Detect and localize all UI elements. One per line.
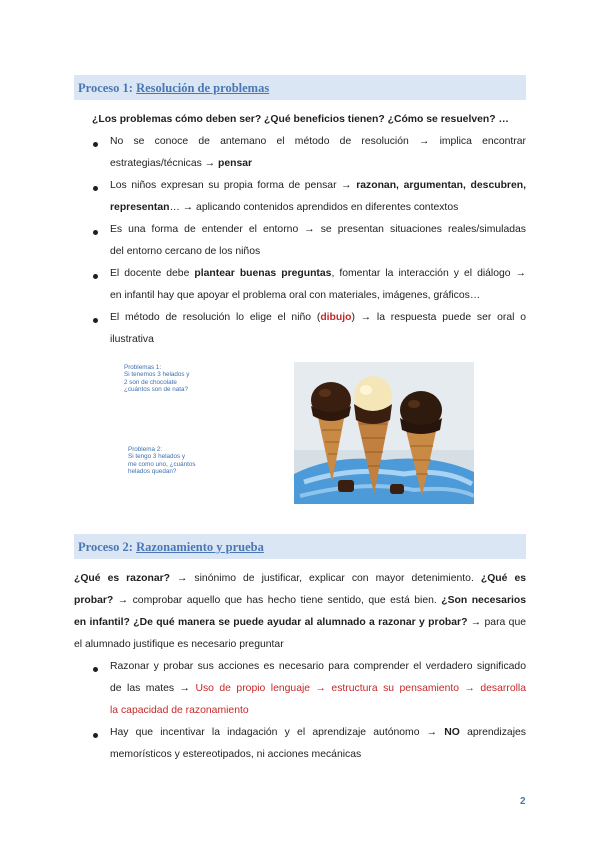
bullet-dot — [93, 186, 98, 191]
section-1-prefix: Proceso 1: — [78, 81, 137, 95]
s2-bullet-1-line-3: la capacidad de razonamiento — [110, 705, 249, 716]
s2-para-line-2: probar? → comprobar aquello que has hecho tiene sentido, que está bien. ¿Son necesarios — [74, 595, 527, 606]
ice-cream-figure — [114, 362, 526, 504]
section-1-question: ¿Los problemas cómo deben ser? ¿Qué beneficios tienen? ¿Cómo se resuelven? … — [92, 114, 509, 125]
page-number: 2 — [520, 796, 526, 807]
bullet-dot — [93, 318, 98, 323]
section-2-prefix: Proceso 2: — [78, 540, 137, 554]
s1-bullet-2-line-1: Los niños expresan su propia forma de pensar → razonan, argumentan, descubren, — [110, 180, 526, 191]
s2-para-line-4: el alumnado justifique es necesario preguntar — [74, 639, 284, 650]
ice-cream-photo — [294, 362, 474, 504]
s2-para-line-3: en infantil? ¿De qué manera se puede ayudar al alumnado a razonar y probar? → para que — [74, 617, 527, 628]
s1-bullet-1-line-1: No se conoce de antemano el método de resolución → implica encontrar — [110, 136, 526, 147]
section-1-header — [74, 75, 526, 100]
s1-bullet-4-line-1: El docente debe plantear buenas preguntas, fomentar la interacción y el diálogo → — [110, 268, 526, 279]
section-2-header — [74, 534, 526, 559]
s1-bullet-3-line-2: del entorno cercano de los niños — [110, 246, 261, 257]
bullet-dot — [93, 230, 98, 235]
s2-bullet-1-line-2: de las mates → Uso de propio lenguaje → estructura su pensamiento → desarrolla — [110, 683, 526, 694]
s1-bullet-5-line-1: El método de resolución lo elige el niño (dibujo) → la respuesta puede ser oral o — [110, 312, 526, 323]
s2-bullet-2-line-1: Hay que incentivar la indagación y el aprendizaje autónomo → NO aprendizajes — [110, 727, 526, 738]
s2-bullet-2-line-2: memorísticos y estereotipados, ni acciones mecánicas — [110, 749, 362, 760]
ice-cream-illustration — [294, 362, 474, 504]
problem-2-annotation: Problema 2: Si tengo 3 helados y me como uno, ¿cuántos helados quedan? — [128, 446, 196, 476]
section-1-title: Resolución de problemas — [136, 81, 270, 95]
bullet-dot — [93, 142, 98, 147]
s1-bullet-1-line-2: estrategias/técnicas → pensar — [110, 158, 253, 169]
bullet-dot — [93, 274, 98, 279]
bullet-dot — [93, 667, 98, 672]
s1-bullet-5-line-2: ilustrativa — [110, 334, 154, 345]
s1-bullet-4-line-2: en infantil hay que apoyar el problema oral con materiales, imágenes, gráficos… — [110, 290, 481, 301]
s2-bullet-1-line-1: Razonar y probar sus acciones es necesario para comprender el verdadero significado — [110, 661, 526, 672]
problem-1-annotation: Problemas 1: Si tenemos 3 helados y 2 son de chocolate ¿cuántos son de nata? — [124, 364, 190, 394]
bullet-dot — [93, 733, 98, 738]
section-2-title: Razonamiento y prueba — [136, 540, 264, 554]
s2-para-line-1: ¿Qué es razonar? → sinónimo de justificar, explicar con mayor detenimiento. ¿Qué es — [74, 573, 526, 584]
s1-bullet-3-line-1: Es una forma de entender el entorno → se presentan situaciones reales/simuladas — [110, 224, 526, 235]
s1-bullet-2-line-2: representan… → aplicando contenidos aprendidos en diferentes contextos — [110, 202, 459, 213]
